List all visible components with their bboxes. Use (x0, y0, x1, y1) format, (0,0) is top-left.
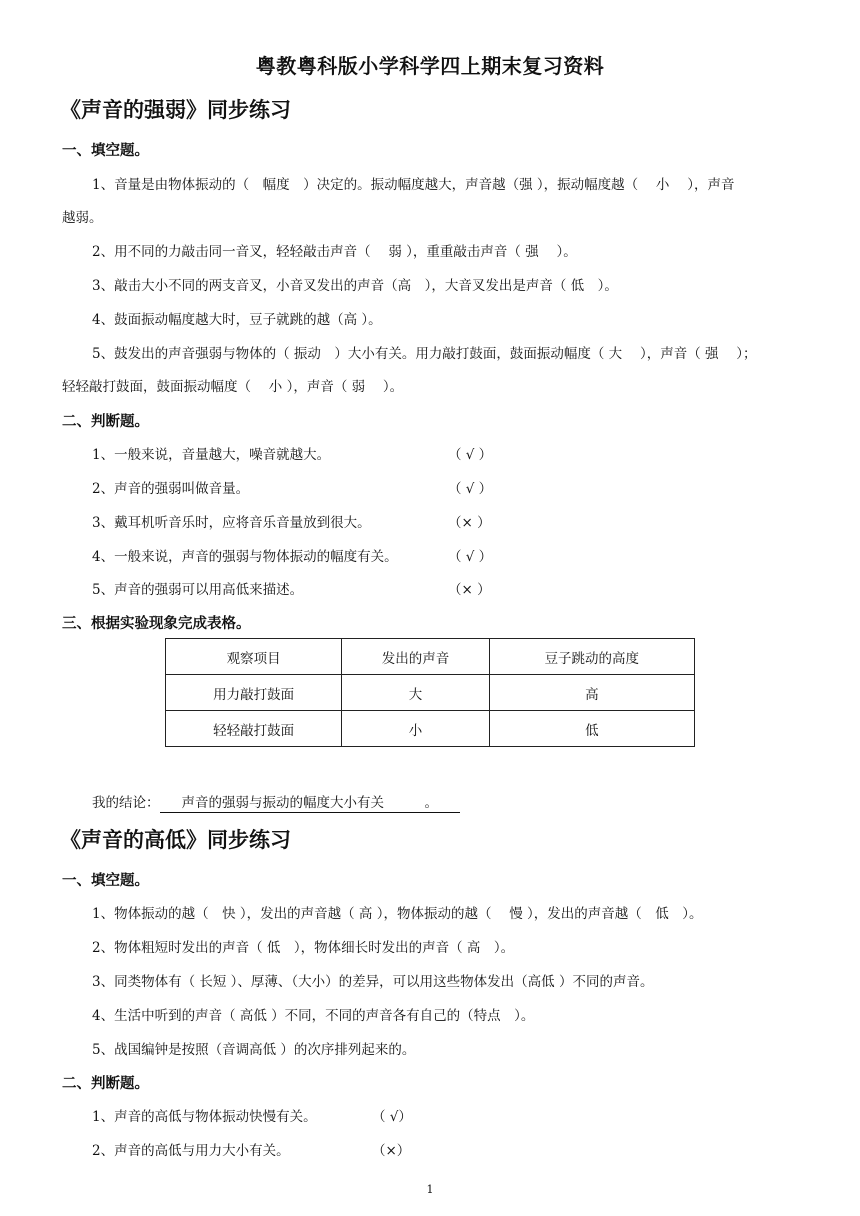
section1-judge-answer-2: （ √ ） (448, 481, 493, 497)
section2-fill-heading: 一、填空题。 (62, 873, 149, 889)
section1-fill-item-5-cont: 轻轻敲打鼓面，鼓面振动幅度（ 小 ），声音（ 弱 ）。 (62, 379, 404, 395)
section1-fill-item-4: 4、鼓面振动幅度越大时，豆子就跳的越（高 ）。 (92, 312, 382, 328)
section2-judge-question-1: 1、声音的高低与物体振动快慢有关。 (92, 1109, 317, 1125)
observation-table (165, 638, 695, 747)
section2-fill-item-2: 2、物体粗短时发出的声音（ 低 ），物体细长时发出的声音（ 高 ）。 (92, 940, 515, 956)
table-header-cell: 发出的声音 (342, 639, 489, 675)
table-cell: 用力敲打鼓面 (166, 675, 342, 711)
section2-title: 《声音的高低》同步练习 (60, 828, 291, 852)
conclusion (92, 791, 460, 813)
section1-title: 《声音的强弱》同步练习 (60, 98, 291, 122)
section1-table-heading: 三、根据实验现象完成表格。 (62, 616, 251, 632)
section2-fill-item-1: 1、物体振动的越（ 快 ），发出的声音越（ 高 ），物体振动的越（ 慢 ），发出的声音越（ 低 ）。 (92, 906, 703, 922)
table-cell: 轻轻敲打鼓面 (166, 711, 342, 747)
section1-judge-question-2: 2、声音的强弱叫做音量。 (92, 481, 250, 497)
section1-judge-answer-1: （ √ ） (448, 447, 493, 463)
page-number: 1 (426, 1183, 434, 1196)
section2-fill-item-5: 5、战国编钟是按照（音调高低 ）的次序排列起来的。 (92, 1042, 416, 1058)
table-row (166, 675, 695, 711)
section1-fill-heading: 一、填空题。 (62, 143, 149, 159)
conclusion-label: 我的结论： (92, 795, 160, 811)
section2-judge-heading: 二、判断题。 (62, 1076, 149, 1092)
section1-fill-item-3: 3、敲击大小不同的两支音叉，小音叉发出的声音（高 ），大音叉发出是声音（ 低 ）。 (92, 278, 618, 294)
table-cell: 高 (489, 675, 694, 711)
section1-fill-item-1: 1、音量是由物体振动的（ 幅度 ）决定的。振动幅度越大，声音越（强 ），振动幅度越（ 小 ），声音 (92, 177, 735, 193)
section1-fill-item-1-cont: 越弱。 (62, 210, 103, 226)
table-cell: 大 (342, 675, 489, 711)
section2-fill-item-4: 4、生活中听到的声音（ 高低 ）不同，不同的声音各有自己的（特点 ）。 (92, 1008, 535, 1024)
table-cell: 低 (489, 711, 694, 747)
table-header-cell: 观察项目 (166, 639, 342, 675)
section1-judge-question-3: 3、戴耳机听音乐时，应将音乐音量放到很大。 (92, 515, 371, 531)
section1-fill-item-2: 2、用不同的力敲击同一音叉，轻轻敲击声音（ 弱 ），重重敲击声音（ 强 ）。 (92, 244, 577, 260)
section1-judge-answer-3: （× ） (448, 515, 491, 531)
section2-judge-question-2: 2、声音的高低与用力大小有关。 (92, 1143, 290, 1159)
section2-fill-item-3: 3、同类物体有（ 长短 ）、厚薄、（大小）的差异，可以用这些物体发出（高低 ）不同的声音。 (92, 974, 654, 990)
section1-judge-question-1: 1、一般来说，音量越大，噪音就越大。 (92, 447, 331, 463)
section2-judge-answer-1: （ √） (372, 1109, 412, 1125)
section1-fill-item-5: 5、鼓发出的声音强弱与物体的（ 振动 ）大小有关。用力敲打鼓面，鼓面振动幅度（ 大 ），声音（ 强 ）； (92, 346, 757, 362)
document-title: 粤教粤科版小学科学四上期末复习资料 (255, 54, 605, 78)
section1-judge-question-5: 5、声音的强弱可以用高低来描述。 (92, 582, 304, 598)
section1-judge-question-4: 4、一般来说，声音的强弱与物体振动的幅度有关。 (92, 549, 398, 565)
section1-judge-answer-5: （× ） (448, 582, 491, 598)
section1-judge-answer-4: （ √ ） (448, 549, 493, 565)
table-row (166, 711, 695, 747)
table-header-row (166, 639, 695, 675)
table-cell: 小 (342, 711, 489, 747)
conclusion-text: 声音的强弱与振动的幅度大小有关 。 (160, 791, 461, 813)
table-header-cell: 豆子跳动的高度 (489, 639, 694, 675)
section2-judge-answer-2: （×） (372, 1143, 411, 1159)
section1-judge-heading: 二、判断题。 (62, 414, 149, 430)
